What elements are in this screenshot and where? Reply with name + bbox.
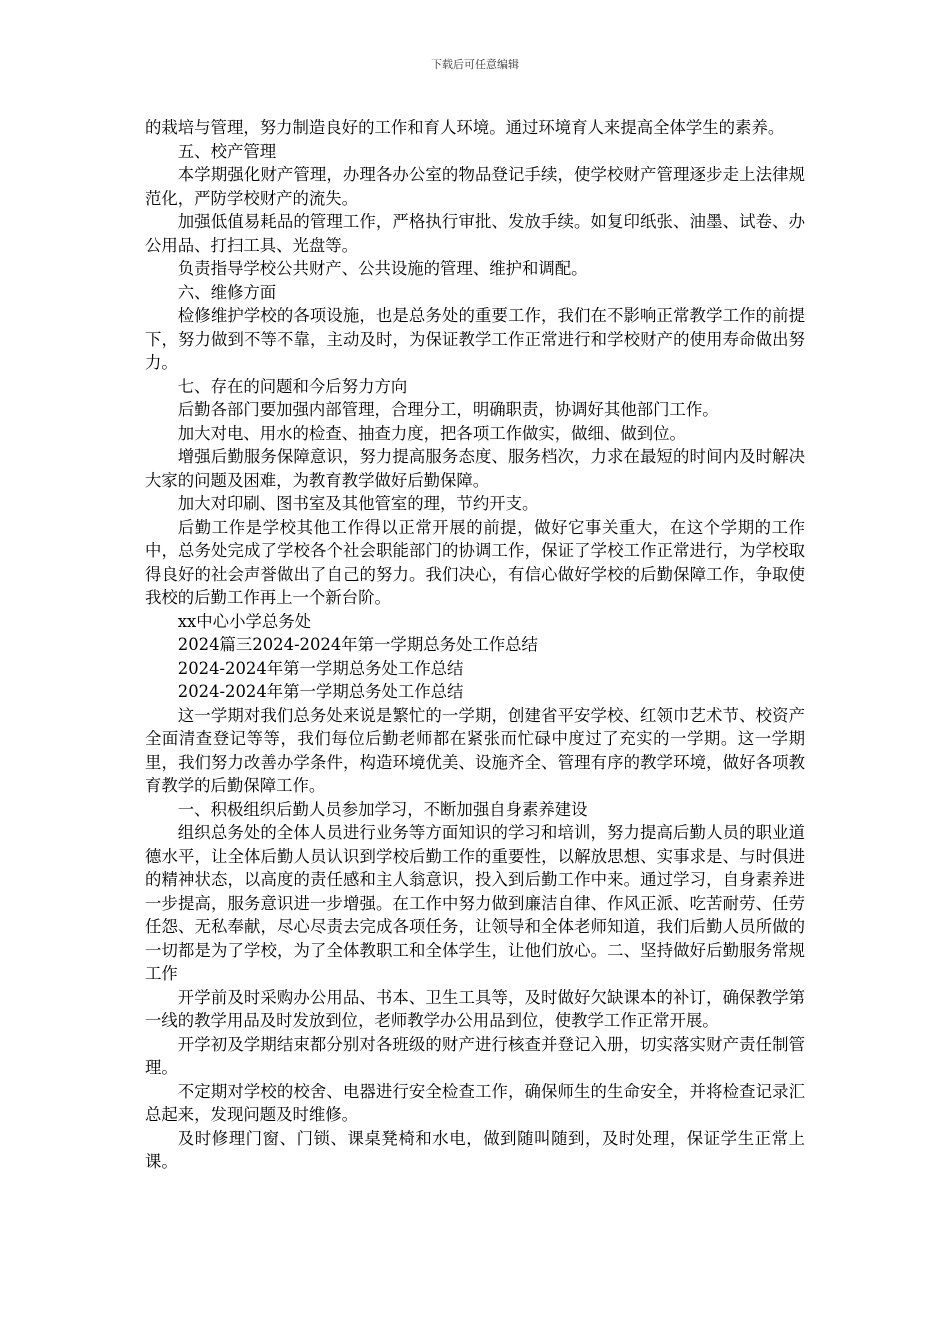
paragraph: 开学前及时采购办公用品、书本、卫生工具等，及时做好欠缺课本的补订，确保教学第一线的教学用品及时发放到位，老师教学办公用品到位，使教学工作正常开展。 [145, 987, 805, 1030]
paragraph: 本学期强化财产管理，办理各办公室的物品登记手续，使学校财产管理逐步走上法律规范化，严防学校财产的流失。 [145, 165, 805, 208]
paragraph: 组织总务处的全体人员进行业务等方面知识的学习和培训，努力提高后勤人员的职业道德水平，让全体后勤人员认识到学校后勤工作的重要性，以解放思想、实事求是、与时俱进的精神状态，以高度的责任感和主人翁意识，投入到后勤工作中来。通过学习，自身素养进一步提高，服务意识进一步增强。在工作中努力做到廉洁自律、作风正派、吃苦耐劳、任劳任怨、无私奉献，尽心尽责去完成各项任务，让领导和全体老师知道，我们后勤人员所做的一切都是为了学校，为了全体教职工和全体学生，让他们放心。二、坚持做好后勤服务常规工作 [145, 823, 805, 983]
paragraph: 这一学期对我们总务处来说是繁忙的一学期，创建省平安学校、红领巾艺术节、校资产全面清查登记等等，我们每位后勤老师都在紧张而忙碌中度过了充实的一学期。这一学期里，我们努力改善办学条件，构造环境优美、设施齐全、管理有序的教学环境，做好各项教育教学的后勤保障工作。 [145, 705, 805, 795]
paragraph: 加大对印刷、图书室及其他管室的理，节约开支。 [177, 494, 539, 513]
paragraph: 开学初及学期结束都分别对各班级的财产进行核查并登记入册，切实落实财产责任制管理。 [145, 1034, 805, 1077]
paragraph: 检修维护学校的各项设施，也是总务处的重要工作，我们在不影响正常教学工作的前提下，努力做到不等不靠，主动及时，为保证教学工作正常进行和学校财产的使用寿命做出努力。 [145, 306, 805, 372]
paragraph: 加大对电、用水的检查、抽查力度，把各项工作做实，做细、做到位。 [177, 423, 686, 443]
document-body [145, 116, 805, 1174]
paragraph: 及时修理门窗、门锁、课桌凳椅和水电，做到随叫随到，及时处理，保证学生正常上课。 [145, 1128, 805, 1171]
paragraph: 2024篇三2024-2024年第一学期总务处工作总结 [177, 635, 538, 654]
paragraph: 一、积极组织后勤人员参加学习，不断加强自身素养建设 [177, 799, 588, 819]
page-header: 下载后可任意编辑 [431, 58, 519, 71]
paragraph: 2024-2024年第一学期总务处工作总结 [177, 658, 464, 678]
paragraph: xx中心小学总务处 [177, 611, 312, 631]
paragraph: 五、校产管理 [177, 141, 277, 161]
paragraph: 2024-2024年第一学期总务处工作总结 [177, 682, 464, 701]
paragraph: 七、存在的问题和今后努力方向 [177, 376, 408, 396]
paragraph: 后勤工作是学校其他工作得以正常开展的前提，做好它事关重大，在这个学期的工作中，总务处完成了学校各个社会职能部门的协调工作，保证了学校工作正常进行，为学校取得良好的社会声誉做出了自己的努力。我们决心，有信心做好学校的后勤保障工作，争取使我校的后勤工作再上一个新台阶。 [145, 517, 805, 607]
paragraph: 加强低值易耗品的管理工作，严格执行审批、发放手续。如复印纸张、油墨、试卷、办公用品、打扫工具、光盘等。 [145, 212, 805, 255]
paragraph: 增强后勤服务保障意识，努力提高服务态度、服务档次，力求在最短的时间内及时解决大家的问题及困难，为教育教学做好后勤保障。 [145, 447, 805, 490]
paragraph: 不定期对学校的校舍、电器进行安全检查工作，确保师生的生命安全，并将检查记录汇总起来，发现问题及时维修。 [145, 1081, 805, 1124]
paragraph: 负责指导学校公共财产、公共设施的管理、维护和调配。 [177, 259, 588, 278]
paragraph: 六、维修方面 [177, 282, 277, 302]
paragraph: 的栽培与管理，努力制造良好的工作和育人环境。通过环境育人来提高全体学生的素养。 [145, 118, 785, 137]
paragraph: 后勤各部门要加强内部管理，合理分工，明确职责，协调好其他部门工作。 [177, 400, 719, 419]
